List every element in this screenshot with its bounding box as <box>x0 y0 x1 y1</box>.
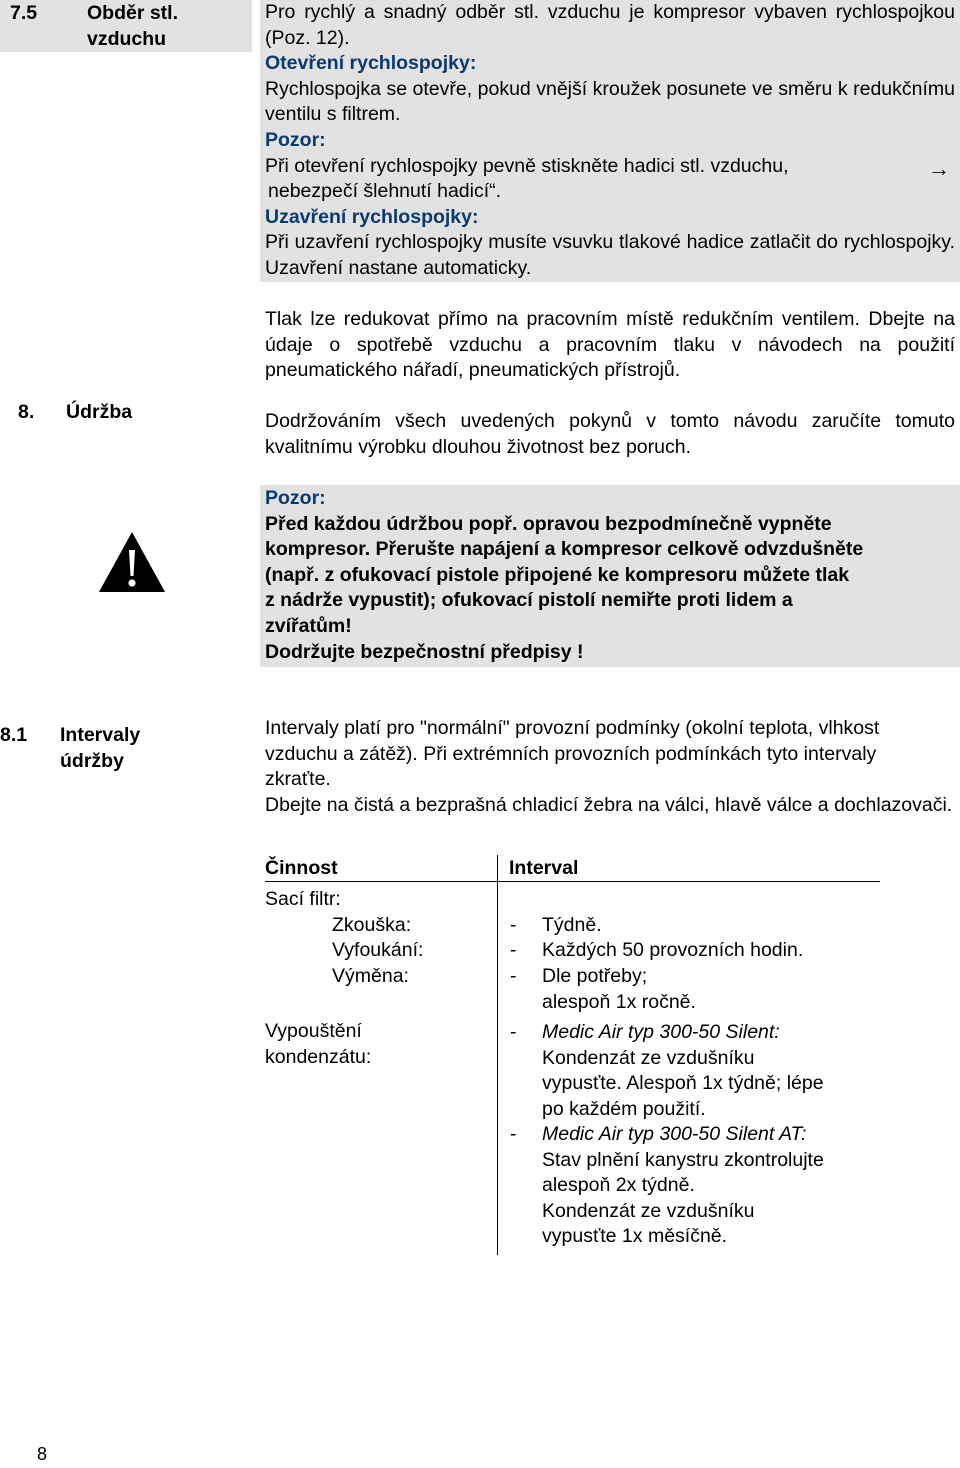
list-dash: - <box>510 1123 517 1145</box>
warning-line: Před každou údržbou popř. opravou bezpodmínečně vypněte <box>265 512 832 535</box>
section-body <box>265 716 955 818</box>
drain-line: vypusťte 1x měsíčně. <box>542 1225 728 1248</box>
list-dash: - <box>510 914 517 936</box>
section-title-line: Intervaly <box>60 724 141 746</box>
arrow-right-icon: → <box>928 156 950 181</box>
section-title <box>87 1 178 52</box>
table-row-interval: Týdně. <box>542 914 602 936</box>
section-number: 8. <box>18 401 35 423</box>
drain-line: alespoň 2x týdně. <box>542 1174 695 1197</box>
caution-text: nebezpečí šlehnutí hadicí“. <box>268 180 502 203</box>
warning-line: Dodržujte bezpečnostní předpisy ! <box>265 640 584 663</box>
section-title: Údržba <box>66 401 133 423</box>
warning-line: zvířatům! <box>265 614 352 637</box>
paragraph: Intervaly platí pro "normální" provozní podmínky (okolní teplota, vlhkost vzduchu a zátěž). Při extrémních provozních podmínkách tyto intervaly zkraťte. <box>265 717 880 791</box>
table-header-interval: Interval <box>509 857 579 879</box>
table-column-divider <box>497 855 498 1255</box>
list-dash: - <box>510 1021 517 1043</box>
page-number: 8 <box>37 1444 48 1464</box>
section-number: 8.1 <box>0 724 28 746</box>
paragraph: Rychlospojka se otevře, pokud vnější kroužek posunete ve směru k redukčnímu ventilu s filtrem. <box>265 77 955 126</box>
drain-line: Kondenzát ze vzdušníku <box>542 1046 755 1069</box>
drain-label <box>265 1019 371 1070</box>
paragraph: Při uzavření rychlospojky musíte vsuvku tlakové hadice zatlačit do rychlospojky. Uzavření nastane automaticky. <box>265 231 955 279</box>
warning-triangle-icon <box>97 530 167 594</box>
drain-model: Medic Air typ 300-50 Silent: <box>542 1021 780 1043</box>
warning-line: kompresor. Přerušte napájení a kompresor celkově odvzdušněte <box>265 538 864 561</box>
subheading-open: Otevření rychlospojky: <box>265 52 477 75</box>
interval-line: Dle potřeby; <box>542 965 648 987</box>
interval-line: alespoň 1x ročně. <box>542 990 696 1013</box>
subheading-close: Uzavření rychlospojky: <box>265 205 479 228</box>
paragraph: Dbejte na čistá a bezprašná chladicí žebra na válci, hlavě válce a dochlazovači. <box>265 793 953 816</box>
table-row-activity: Výměna: <box>332 965 409 987</box>
section-title-line: vzduchu <box>87 27 167 50</box>
drain-line: Stav plnění kanystru zkontrolujte <box>542 1148 824 1171</box>
drain-model: Medic Air typ 300-50 Silent AT: <box>542 1123 807 1145</box>
filter-label: Sací filtr: <box>265 888 341 910</box>
drain-line: po každém použití. <box>542 1097 706 1120</box>
warning-text <box>265 486 955 665</box>
table-row-activity: Zkouška: <box>332 914 412 936</box>
section-number: 7.5 <box>10 2 38 24</box>
drain-label-line: Vypouštění <box>265 1020 362 1042</box>
section-title-line: údržby <box>60 749 124 772</box>
drain-line: vypusťte. Alespoň 1x týdně; lépe <box>542 1072 824 1095</box>
drain-item <box>542 1020 824 1122</box>
list-dash: - <box>510 965 517 987</box>
drain-label-line: kondenzátu: <box>265 1045 372 1068</box>
table-header-activity: Činnost <box>265 857 338 879</box>
drain-item <box>542 1122 824 1250</box>
drain-line: Kondenzát ze vzdušníku <box>542 1199 755 1222</box>
table-row-interval: Každých 50 provozních hodin. <box>542 939 804 961</box>
list-dash: - <box>510 939 517 961</box>
warning-line: z nádrže vypustit); ofukovací pistolí nemiřte proti lidem a <box>265 589 793 612</box>
paragraph: Pro rychlý a snadný odběr stl. vzduchu je kompresor vybaven rychlospojkou (Poz. 12). <box>265 1 955 49</box>
table-row-activity: Vyfoukání: <box>332 939 424 961</box>
caution-label: Pozor: <box>265 128 326 151</box>
warning-line: (např. z ofukovací pistole připojené ke kompresoru můžete tlak <box>265 563 850 586</box>
table-row-interval <box>542 964 696 1015</box>
section-title <box>60 723 140 774</box>
section-title-line: Obděr stl. <box>87 2 179 24</box>
paragraph-intro: Dodržováním všech uvedených pokynů v tomto návodu zaručíte tomuto kvalitnímu výrobku dlouhou životnost bez poruch. <box>265 410 955 458</box>
table-header-rule <box>265 881 880 882</box>
warning-label: Pozor: <box>265 487 326 509</box>
section-body <box>265 0 955 282</box>
paragraph-pressure: Tlak lze redukovat přímo na pracovním místě redukčním ventilem. Dbejte na údaje o spotřebě vzduchu a pracovním tlaku v návodech na použití pneumatického nářadí, pneumatických přístrojů. <box>265 308 955 382</box>
caution-text: Při otevření rychlospojky pevně stiskněte hadici stl. vzduchu, <box>265 154 789 177</box>
